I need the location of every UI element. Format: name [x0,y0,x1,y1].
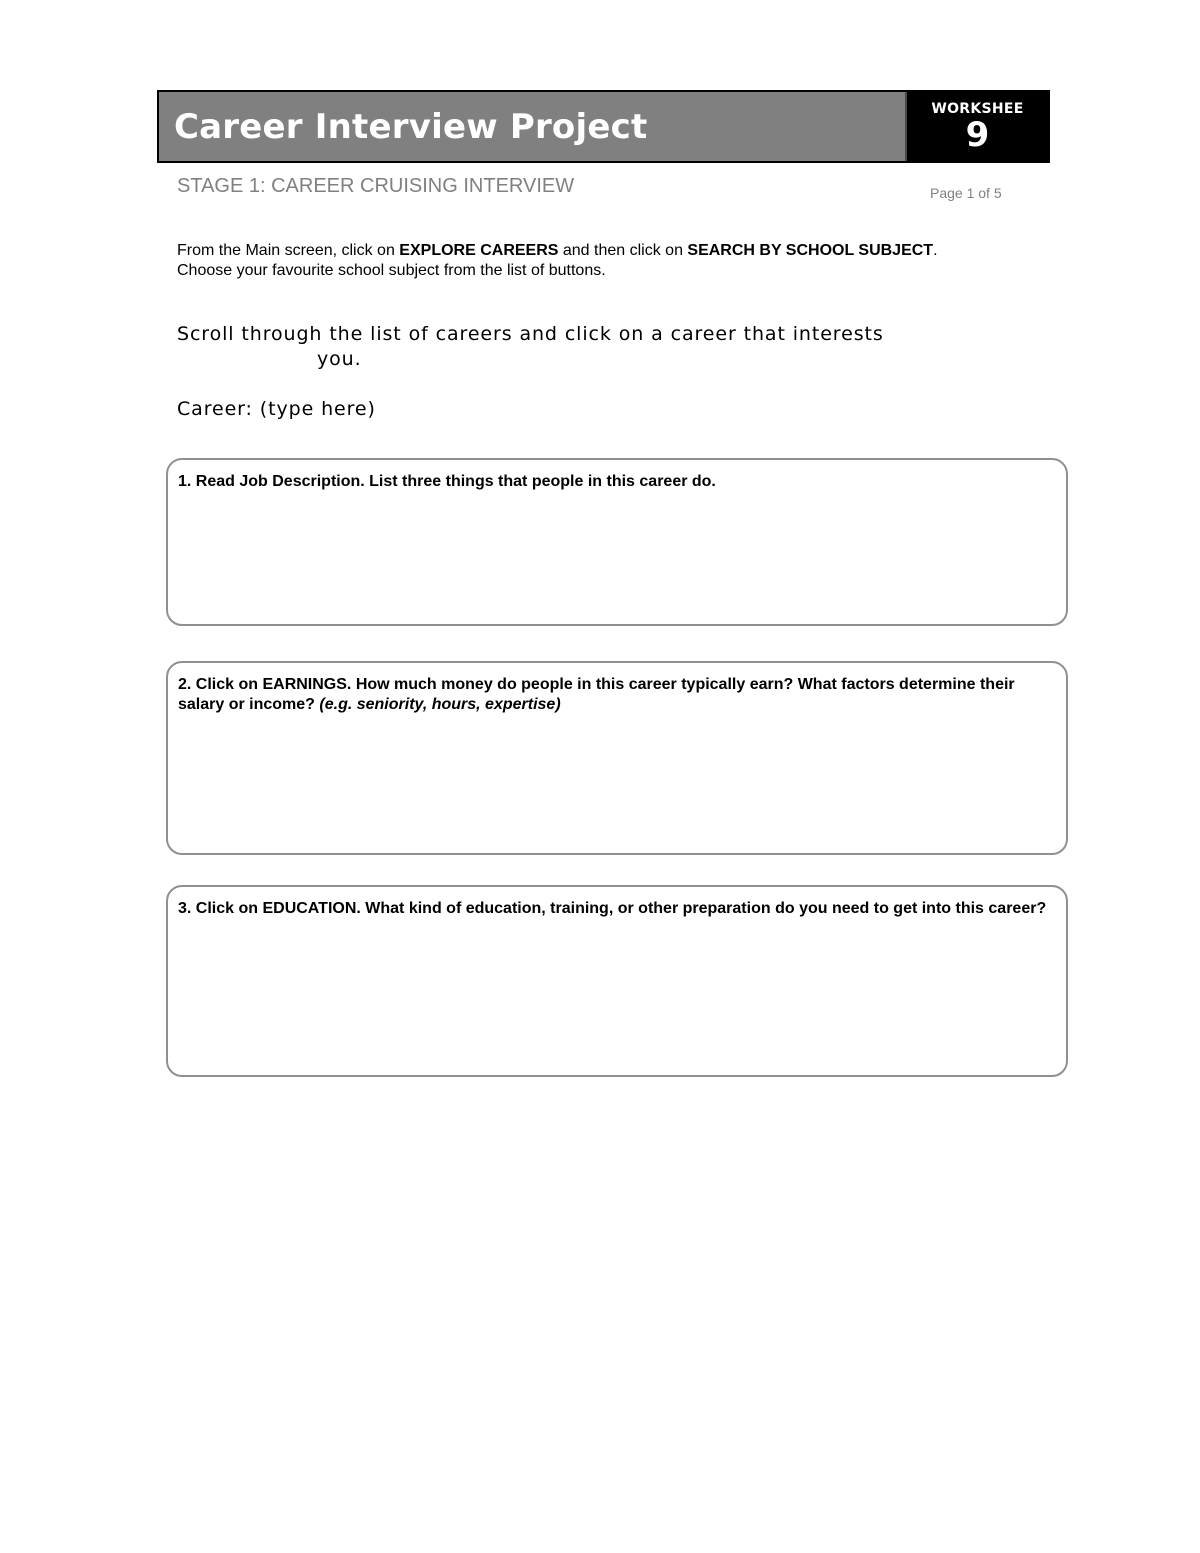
question-2-main: 2. Click on EARNINGS. How much money do people in this career typically earn? What factors determine their salary or income? [178,676,1015,713]
question-1-text: 1. Read Job Description. List three things that people in this career do. [178,473,716,490]
page-indicator: Page 1 of 5 [930,185,1002,201]
question-2-text [178,675,1056,715]
worksheet-label: WORKSHEE [931,101,1024,117]
question-box-3 [166,885,1068,1077]
career-field[interactable]: Career: (type here) [177,398,376,420]
worksheet-header [157,90,1050,163]
explore-careers-label: EXPLORE CAREERS [399,242,559,259]
answer-area-2[interactable] [178,721,1056,849]
answer-area-1[interactable] [178,498,1056,600]
intro-text-part2: and then click on [558,242,688,259]
worksheet-badge [907,92,1048,161]
scroll-instruction-line1: Scroll through the list of careers and click on a career that interests [177,323,884,345]
intro-text-part3: . [933,242,938,259]
scroll-instruction-line2: you. [317,348,362,370]
intro-paragraph [177,241,1057,281]
answer-area-3[interactable] [178,925,1056,1051]
intro-text-line2: Choose your favourite school subject from the list of buttons. [177,262,606,279]
question-3-text: 3. Click on EDUCATION. What kind of education, training, or other preparation do you need to get into this career? [178,900,1047,917]
intro-text-part1: From the Main screen, click on [177,242,400,259]
question-2-example: (e.g. seniority, hours, expertise) [319,696,561,713]
question-box-1 [166,458,1068,626]
search-by-subject-label: SEARCH BY SCHOOL SUBJECT [687,242,934,259]
stage-title: STAGE 1: CAREER CRUISING INTERVIEW [177,175,575,197]
worksheet-number: 9 [965,115,990,155]
page-title: Career Interview Project [174,106,648,147]
header-title-area [159,92,907,161]
scroll-instruction [177,322,1037,372]
question-box-2 [166,661,1068,855]
